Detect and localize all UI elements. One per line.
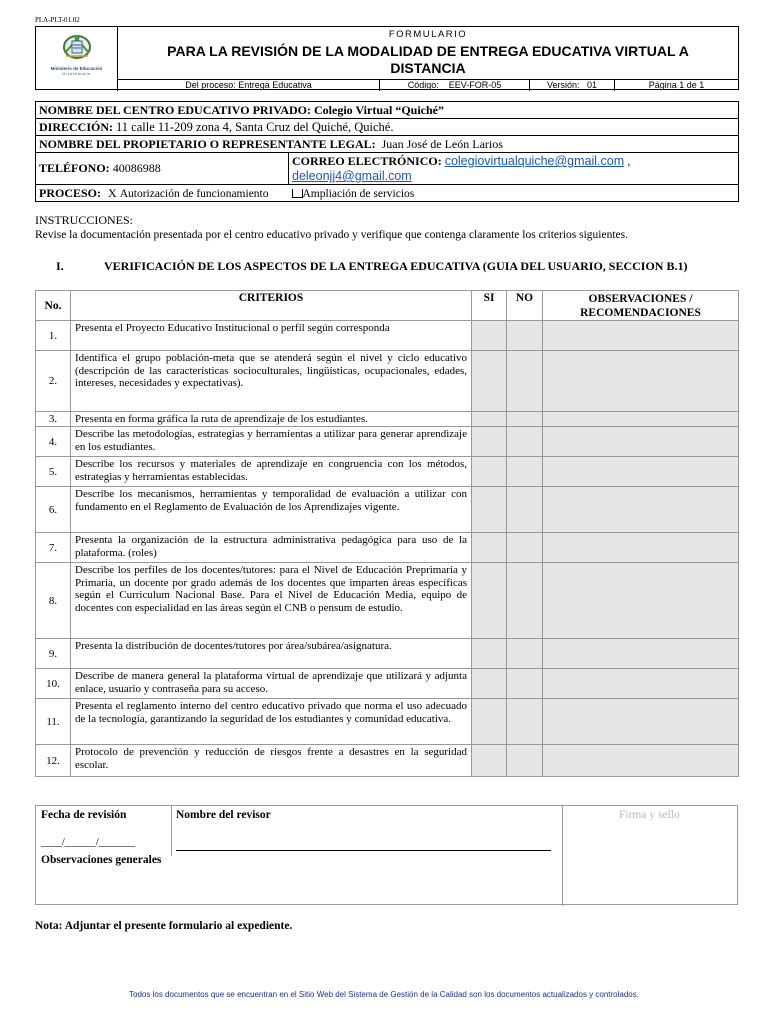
no-check-cell[interactable] (507, 533, 543, 563)
criteria-number: 6. (36, 487, 71, 533)
no-check-cell[interactable] (507, 639, 543, 669)
no-check-cell[interactable] (507, 745, 543, 777)
si-check-cell[interactable] (472, 563, 507, 639)
si-check-cell[interactable] (472, 699, 507, 745)
criteria-number: 2. (36, 351, 71, 412)
section-number: I. (56, 259, 64, 273)
header-observaciones: OBSERVACIONES / RECOMENDACIONES (543, 291, 739, 321)
form-label: FORMULARIO (388, 29, 468, 40)
header-criterios: CRITERIOS (71, 291, 472, 321)
correo-label: CORREO ELECTRÓNICO: (292, 154, 442, 168)
criteria-text: Presenta en forma gráfica la ruta de aprendizaje de los estudiantes. (71, 412, 472, 427)
observaciones-cell[interactable] (543, 639, 739, 669)
criteria-text: Presenta el reglamento interno del centro educativo privado que norma el uso adecuado de la tecnología, garantizando la seguridad de los estudiantes y comunidad educativa. (71, 699, 472, 745)
instructions-text: Revise la documentación presentada por el centro educativo privado y verifique que contenga claramente los criterios siguientes. (35, 229, 628, 241)
email-link-1[interactable]: colegiovirtualquiche@gmail.com (444, 154, 625, 168)
guatemala-coat-of-arms-icon (57, 31, 97, 61)
fecha-blank[interactable]: ____/______/_______ (41, 836, 135, 848)
no-check-cell[interactable] (507, 427, 543, 457)
version-value: 01 (587, 80, 598, 90)
no-check-cell[interactable] (507, 321, 543, 351)
telefono-label: TELÉFONO: (39, 161, 110, 175)
header-si: SI (472, 291, 507, 321)
review-box (35, 805, 738, 905)
no-check-cell[interactable] (507, 457, 543, 487)
observaciones-label: Observaciones generales (41, 854, 162, 866)
criteria-number: 1. (36, 321, 71, 351)
criteria-text: Describe las metodologías, estrategias y herramientas a utilizar para generar aprendizaje en los estudiantes. (71, 427, 472, 457)
ministry-name: Ministerio de Educación (50, 66, 103, 71)
direccion-row (36, 119, 739, 136)
correo-cell (289, 153, 739, 185)
si-check-cell[interactable] (472, 351, 507, 412)
proceso-option-ampliacion: Ampliación de servicios (302, 187, 415, 200)
si-check-cell[interactable] (472, 321, 507, 351)
email-link-2[interactable]: deleonjj4@gmail.com (292, 169, 412, 183)
document-code: PLA-PLT-01.02 (35, 16, 80, 24)
si-check-cell[interactable] (472, 412, 507, 427)
si-check-cell[interactable] (472, 457, 507, 487)
email-separator: , (627, 154, 631, 168)
code-cell (380, 80, 530, 91)
version-label: Versión: (546, 80, 580, 90)
criteria-table (35, 290, 739, 777)
revisor-label: Nombre del revisor (176, 809, 271, 821)
observaciones-cell[interactable] (543, 427, 739, 457)
si-check-cell[interactable] (472, 639, 507, 669)
direccion-label: DIRECCIÓN: (39, 119, 114, 134)
observaciones-cell[interactable] (543, 321, 739, 351)
criteria-row (36, 563, 739, 639)
header-no-col: NO (507, 291, 543, 321)
proceso-option-autorizacion: Autorización de funcionamiento (119, 187, 269, 200)
code-label: Código: (407, 80, 439, 90)
version-cell (530, 80, 615, 91)
criteria-row (36, 745, 739, 777)
criteria-text: Presenta la distribución de docentes/tutores por área/subárea/asignatura. (71, 639, 472, 669)
page-number: Página 1 de 1 (648, 80, 705, 90)
proceso-check-mark[interactable]: X (108, 185, 117, 200)
proceso-checkbox-ampliacion[interactable] (292, 189, 303, 198)
criteria-number: 11. (36, 699, 71, 745)
criteria-text: Presenta la organización de la estructura administrativa pedagógica para uso de la plataforma. (roles) (71, 533, 472, 563)
criteria-number: 3. (36, 412, 71, 427)
propietario-label: NOMBRE DEL PROPIETARIO O REPRESENTANTE LEGAL: (39, 136, 376, 151)
criteria-row (36, 639, 739, 669)
criteria-row (36, 457, 739, 487)
no-check-cell[interactable] (507, 699, 543, 745)
header-no: No. (36, 291, 71, 321)
code-value: EEV-FOR-05 (448, 80, 502, 90)
observaciones-cell[interactable] (543, 533, 739, 563)
criteria-text: Describe los perfiles de los docentes/tutores: para el Nivel de Educación Preprimaria y Primaria, un docente por grado además de los docentes que imparten áreas específicas según el Curriculum Nacional Base. Para el Nivel de Educación Media, equipo de docentes con especialidad en las áreas según el CNB o pensum de estudio. (71, 563, 472, 639)
observaciones-cell[interactable] (543, 669, 739, 699)
instructions-title: INSTRUCCIONES: (35, 213, 134, 227)
centro-row (36, 102, 739, 119)
criteria-text: Protocolo de prevención y reducción de riesgos frente a desastres en la seguridad escolar. (71, 745, 472, 777)
review-divider (171, 806, 172, 856)
right-edge (737, 806, 738, 904)
criteria-number: 4. (36, 427, 71, 457)
criteria-text: Describe de manera general la plataforma virtual de aprendizaje que utilizará y adjunta enlace, usuario y contraseña para su acceso. (71, 669, 472, 699)
proceso-label: PROCESO: (39, 185, 102, 200)
header-meta-row (118, 79, 738, 91)
criteria-number: 7. (36, 533, 71, 563)
centro-value: Colegio Virtual “Quiché” (314, 102, 445, 117)
no-check-cell[interactable] (507, 412, 543, 427)
ministry-logo (36, 27, 118, 91)
criteria-text: Describe los mecanismos, herramientas y temporalidad de evaluación a utilizar con fundamento en el Reglamento de Evaluación de los Aprendizajes vigente. (71, 487, 472, 533)
criteria-text: Describe los recursos y materiales de aprendizaje en congruencia con los métodos, estrategias y herramientas establecidas. (71, 457, 472, 487)
criteria-row (36, 321, 739, 351)
no-check-cell[interactable] (507, 487, 543, 533)
form-header (35, 26, 739, 90)
criteria-number: 10. (36, 669, 71, 699)
revisor-line[interactable] (176, 850, 551, 851)
criteria-row (36, 351, 739, 412)
si-check-cell[interactable] (472, 533, 507, 563)
no-check-cell[interactable] (507, 563, 543, 639)
centro-label: NOMBRE DEL CENTRO EDUCATIVO PRIVADO: (39, 102, 312, 117)
criteria-row (36, 533, 739, 563)
propietario-row (36, 136, 739, 153)
signature-divider (562, 806, 563, 906)
criteria-text: Identifica el grupo población-meta que se atenderá según el nivel y ciclo educativo (descripción de las características socioculturales, lingüísticas, ocupacionales, edades, intereses, necesidades y expectativas). (71, 351, 472, 412)
ministry-country: Guatemala (62, 71, 91, 76)
criteria-number: 12. (36, 745, 71, 777)
observaciones-cell[interactable] (543, 563, 739, 639)
si-check-cell[interactable] (472, 427, 507, 457)
observaciones-cell[interactable] (543, 351, 739, 412)
no-check-cell[interactable] (507, 351, 543, 412)
center-info-table (35, 101, 739, 202)
proceso-row (36, 185, 739, 202)
no-check-cell[interactable] (507, 669, 543, 699)
observaciones-cell[interactable] (543, 457, 739, 487)
observaciones-cell[interactable] (543, 412, 739, 427)
si-check-cell[interactable] (472, 745, 507, 777)
criteria-row (36, 699, 739, 745)
observaciones-cell[interactable] (543, 699, 739, 745)
criteria-number: 9. (36, 639, 71, 669)
criteria-number: 8. (36, 563, 71, 639)
criteria-row (36, 427, 739, 457)
firma-label: Firma y sello (619, 809, 680, 821)
si-check-cell[interactable] (472, 669, 507, 699)
criteria-row (36, 412, 739, 427)
telefono-value: 40086988 (112, 161, 161, 175)
criteria-number: 5. (36, 457, 71, 487)
note-text: Nota: Adjuntar el presente formulario al expediente. (35, 920, 293, 932)
propietario-value: Juan José de León Larios (381, 136, 503, 151)
criteria-text: Presenta el Proyecto Educativo Institucional o perfil según corresponda (71, 321, 472, 351)
telefono-cell (36, 153, 289, 185)
criteria-header-row (36, 291, 739, 321)
fecha-label: Fecha de revisión (41, 809, 127, 821)
si-check-cell[interactable] (472, 487, 507, 533)
process-name: Del proceso: Entrega Educativa (118, 80, 380, 91)
direccion-value: 11 calle 11-209 zona 4, Santa Cruz del Quiché, Quiché. (116, 119, 394, 134)
form-title: PARA LA REVISIÓN DE LA MODALIDAD DE ENTREGA EDUCATIVA VIRTUAL A DISTANCIA (167, 43, 689, 76)
observaciones-cell[interactable] (543, 745, 739, 777)
section-title: VERIFICACIÓN DE LOS ASPECTOS DE LA ENTREGA EDUCATIVA (GUIA DEL USUARIO, SECCION B.1) (104, 259, 688, 273)
footer-text: Todos los documentos que se encuentran en el Sitio Web del Sistema de Gestión de la Calidad son los documentos actualizados y controlados. (129, 990, 639, 999)
criteria-row (36, 487, 739, 533)
observaciones-cell[interactable] (543, 487, 739, 533)
criteria-row (36, 669, 739, 699)
